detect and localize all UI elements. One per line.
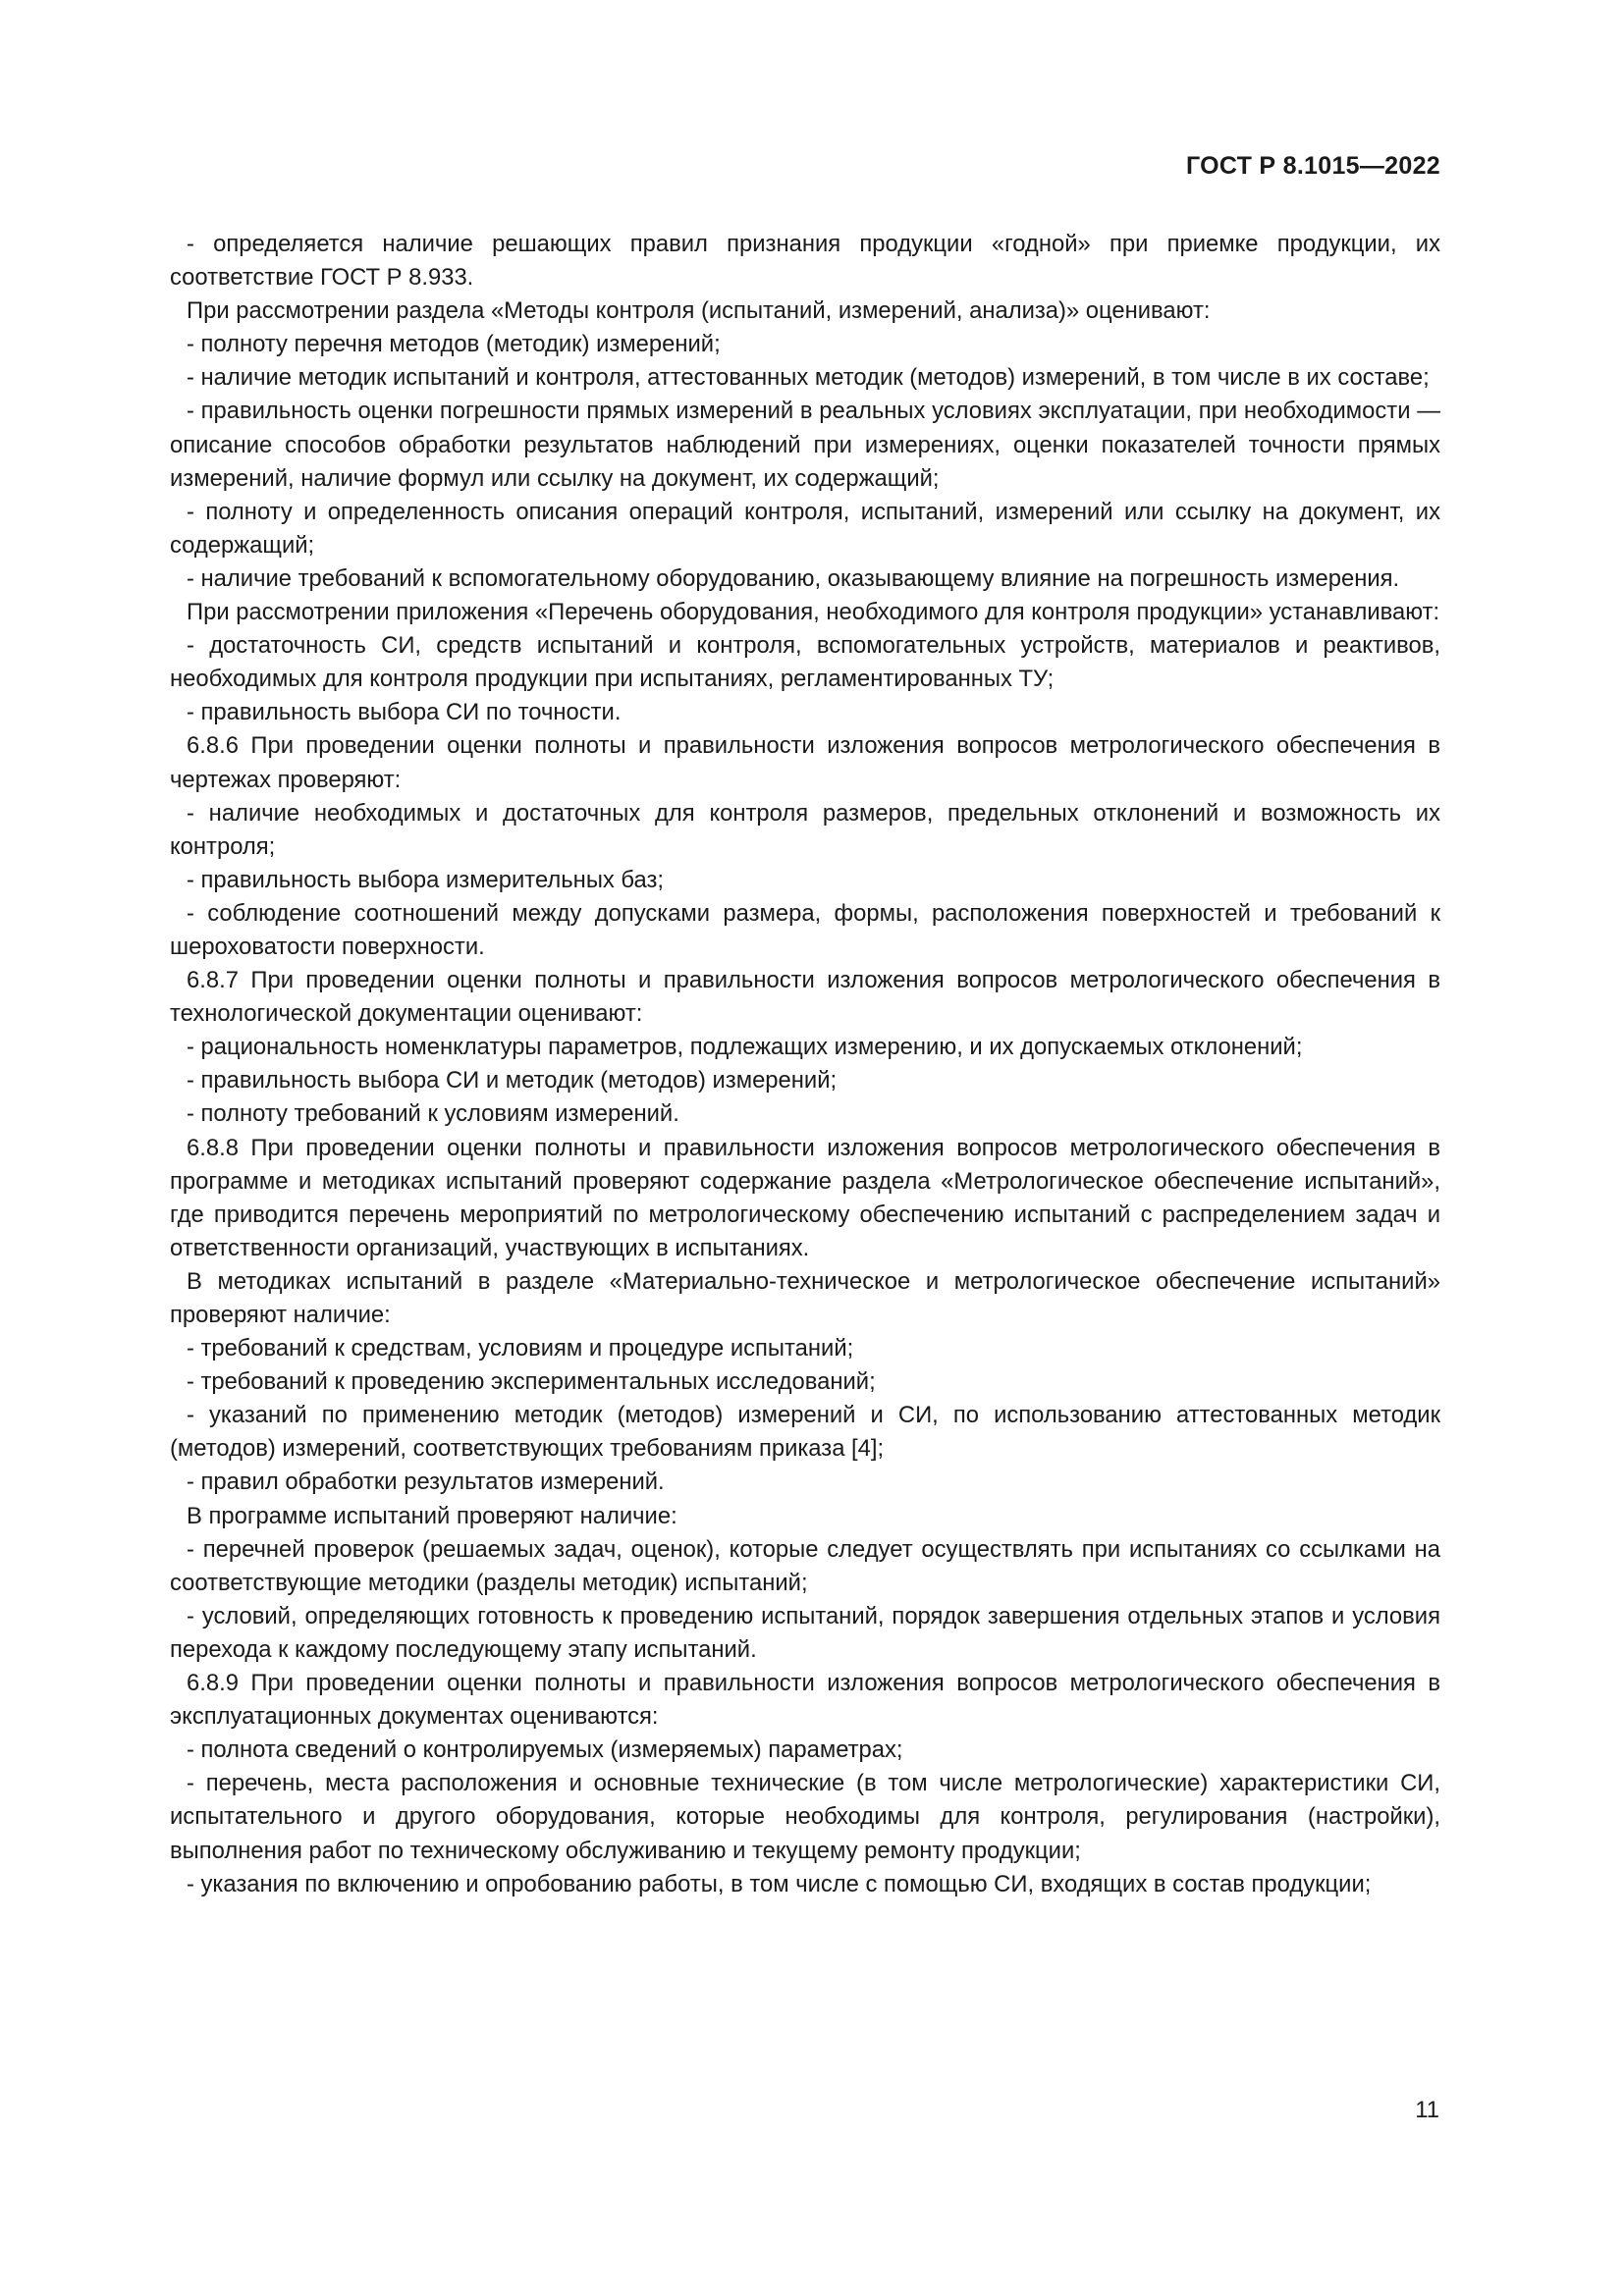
page-number: 11 (1415, 2097, 1439, 2123)
section-6-8-8: 6.8.8 При проведении оценки полноты и правильности изложения вопросов метрологического обеспечения в программе и методиках испытаний проверяют содержание раздела «Метрологическое обеспечение испытаний», где приводится перечень мероприятий по метрологическому обеспечению испытаний с распределением задач и ответственности организаций, участвующих в испытаниях. (170, 1134, 1440, 1261)
paragraph: - указания по включению и опробованию работы, в том числе с помощью СИ, входящих в состав продукции; (187, 1870, 1372, 1897)
paragraph: При рассмотрении приложения «Перечень оборудования, необходимого для контроля продукции» устанавливают: (187, 599, 1440, 626)
paragraph: - правильность выбора СИ по точности. (187, 699, 622, 726)
paragraph: - требований к проведению экспериментальных исследований; (187, 1368, 876, 1396)
paragraph: - рациональность номенклатуры параметров, подлежащих измерению, и их допускаемых отклонений; (187, 1034, 1303, 1061)
paragraph: - условий, определяющих готовность к проведению испытаний, порядок завершения отдельных этапов и условия перехода к каждому последующему этапу испытаний. (170, 1602, 1440, 1663)
paragraph: - правил обработки результатов измерений. (187, 1468, 665, 1496)
paragraph: - полнота сведений о контролируемых (измеряемых) параметрах; (187, 1736, 903, 1764)
document-body (170, 228, 1440, 1901)
paragraph: - соблюдение соотношений между допусками размера, формы, расположения поверхностей и требований к шероховатости поверхности. (170, 899, 1440, 960)
paragraph: - полноту требований к условиям измерений. (187, 1100, 679, 1128)
paragraph: - требований к средствам, условиям и процедуре испытаний; (187, 1335, 854, 1362)
section-6-8-7: 6.8.7 При проведении оценки полноты и правильности изложения вопросов метрологического обеспечения в технологической документации оценивают: (170, 967, 1440, 1028)
paragraph: В методиках испытаний в разделе «Материально-техническое и метрологическое обеспечение испытаний» проверяют наличие: (170, 1267, 1440, 1328)
paragraph: - полноту перечня методов (методик) измерений; (187, 331, 721, 358)
paragraph: - наличие методик испытаний и контроля, аттестованных методик (методов) измерений, в том числе в их составе; (187, 364, 1430, 392)
paragraph: - наличие требований к вспомогательному оборудованию, оказывающему влияние на погрешность измерения. (187, 564, 1400, 592)
paragraph: - наличие необходимых и достаточных для контроля размеров, предельных отклонений и возможность их контроля; (170, 799, 1440, 860)
paragraph: В программе испытаний проверяют наличие: (187, 1502, 677, 1529)
paragraph: - перечень, места расположения и основные технические (в том числе метрологические) характеристики СИ, испытательного и другого оборудования, которые необходимы для контроля, регулирования (настройки), выполнения работ по техническому обслуживанию и текущему ремонту продукции; (170, 1770, 1440, 1864)
paragraph: - перечней проверок (решаемых задач, оценок), которые следует осуществлять при испытаниях со ссылками на соответствующие методики (разделы методик) испытаний; (170, 1535, 1440, 1596)
paragraph: - определяется наличие решающих правил признания продукции «годной» при приемке продукции, их соответствие ГОСТ Р 8.933. (170, 231, 1440, 292)
document-header: ГОСТ Р 8.1015—2022 (1185, 152, 1440, 180)
paragraph: При рассмотрении раздела «Методы контроля (испытаний, измерений, анализа)» оценивают: (187, 297, 1211, 325)
section-6-8-9: 6.8.9 При проведении оценки полноты и правильности изложения вопросов метрологического обеспечения в эксплуатационных документах оцениваются: (170, 1670, 1440, 1731)
paragraph: - правильность выбора СИ и методик (методов) измерений; (187, 1067, 838, 1095)
section-6-8-6: 6.8.6 При проведении оценки полноты и правильности изложения вопросов метрологического обеспечения в чертежах проверяют: (170, 732, 1440, 793)
paragraph: - достаточность СИ, средств испытаний и контроля, вспомогательных устройств, материалов и реактивов, необходимых для контроля продукции при испытаниях, регламентированных ТУ; (170, 632, 1440, 693)
paragraph: - указаний по применению методик (методов) измерений и СИ, по использованию аттестованных методик (методов) измерений, соответствующих требованиям приказа [4]; (170, 1402, 1440, 1463)
paragraph: - полноту и определенность описания операций контроля, испытаний, измерений или ссылку на документ, их содержащий; (170, 498, 1440, 559)
paragraph: - правильность выбора измерительных баз; (187, 866, 664, 893)
paragraph: - правильность оценки погрешности прямых измерений в реальных условиях эксплуатации, при необходимости — описание способов обработки результатов наблюдений при измерениях, оценки показателей точности прямых измерений, наличие формул или ссылку на документ, их содержащий; (170, 398, 1440, 492)
